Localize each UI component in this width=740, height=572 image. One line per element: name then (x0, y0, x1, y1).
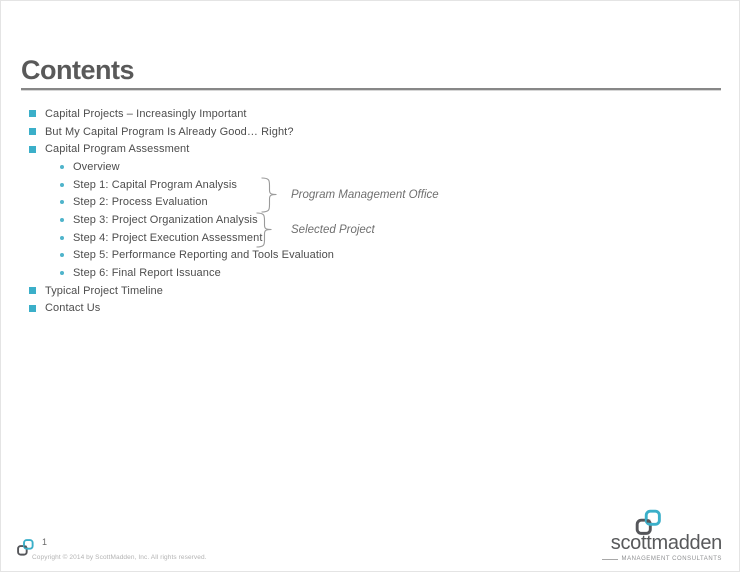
logo-wordmark: scottmadden (610, 532, 722, 554)
bullet-dot-icon (60, 200, 64, 204)
toc-item (1, 140, 740, 158)
logo-tagline: MANAGEMENT CONSULTANTS (621, 556, 722, 562)
toc-item-label: Capital Projects – Increasingly Important (45, 107, 247, 120)
bullet-dot-icon (60, 218, 64, 222)
toc-item-label: Capital Program Assessment (45, 143, 190, 156)
right-brace-icon (261, 177, 278, 213)
toc-item-label: Step 1: Capital Program Analysis (73, 178, 237, 191)
title-rule (21, 88, 721, 91)
bullet-square-icon (29, 146, 36, 153)
logo-tagline-row (602, 556, 722, 562)
selected-project-annotation (256, 212, 375, 248)
toc-item-label: Overview (73, 160, 120, 173)
toc-item-label: Contact Us (45, 302, 101, 315)
bullet-dot-icon (60, 236, 64, 240)
toc-item-label: Step 2: Process Evaluation (73, 196, 208, 209)
toc-item (1, 123, 740, 141)
bullet-dot-icon (60, 253, 64, 257)
toc-subitem (1, 247, 740, 265)
toc-item-label: Step 6: Final Report Issuance (73, 267, 221, 280)
page-title: Contents (21, 55, 134, 85)
toc-item-label: Typical Project Timeline (45, 284, 163, 297)
toc-item (1, 300, 740, 318)
bullet-square-icon (29, 128, 36, 135)
bullet-square-icon (29, 110, 36, 117)
bullet-dot-icon (60, 271, 64, 275)
toc-subitem (1, 264, 740, 282)
pmo-annotation (261, 177, 439, 213)
bullet-dot-icon (60, 165, 64, 169)
toc-item-label: Step 3: Project Organization Analysis (73, 213, 258, 226)
selected-project-annotation-label: Selected Project (291, 224, 375, 236)
right-brace-icon (256, 212, 273, 248)
bullet-dot-icon (60, 183, 64, 187)
toc-item-label: Step 4: Project Execution Assessment (73, 231, 263, 244)
toc-item-label: But My Capital Program Is Already Good… Right? (45, 125, 294, 138)
toc-subitem (1, 158, 740, 176)
toc-item (1, 105, 740, 123)
bullet-square-icon (29, 287, 36, 294)
tagline-rule (602, 559, 618, 560)
toc-item (1, 282, 740, 300)
page-number: 1 (42, 537, 48, 547)
pmo-annotation-label: Program Management Office (291, 189, 439, 201)
bullet-square-icon (29, 305, 36, 312)
copyright-text: Copyright © 2014 by ScottMadden, Inc. All rights reserved. (32, 554, 207, 561)
toc-item-label: Step 5: Performance Reporting and Tools Evaluation (73, 249, 335, 262)
